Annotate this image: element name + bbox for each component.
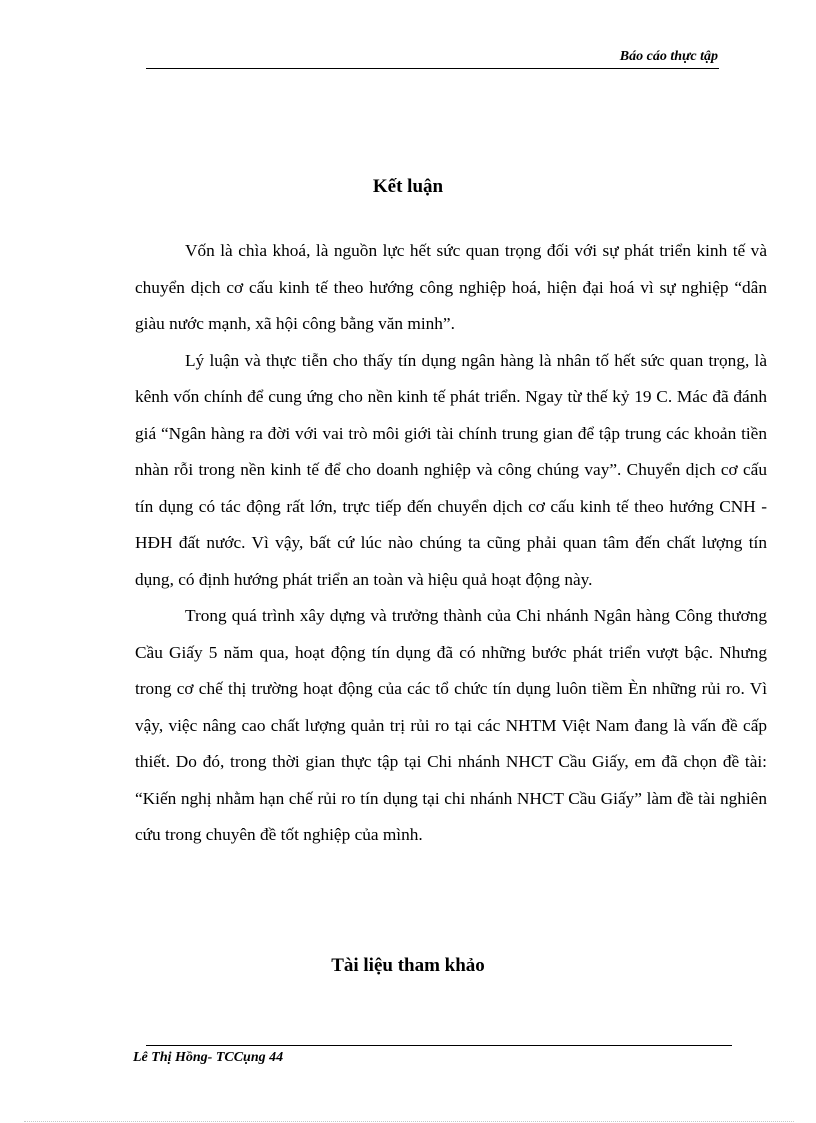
- references-title: Tài liệu tham khảo: [331, 955, 485, 976]
- footer-rule: [146, 1045, 732, 1046]
- body-text: [135, 233, 767, 854]
- paragraph: Lý luận và thực tiễn cho thấy tín dụng ngân hàng là nhân tố hết sức quan trọng, là kênh vốn chính để cung ứng cho nền kinh tế phát triển. Ngay từ thế kỷ 19 C. Mác đã đánh giá “Ngân hàng ra đời với vai trò môi giới tài chính trung gian để tập trung các khoản tiền nhàn rỗi trong nền kinh tế để cho doanh nghiệp và công chúng vay”. Chuyển dịch cơ cấu tín dụng có tác động rất lớn, trực tiếp đến chuyển dịch cơ cấu kinh tế theo hướng CNH - HĐH đất nước. Vì vậy, bất cứ lúc nào chúng ta cũng phải quan tâm đến chất lượng tín dụng, có định hướng phát triển an toàn và hiệu quả hoạt động này.: [135, 350, 767, 589]
- section-title: Kết luận: [372, 176, 444, 197]
- page-edge: [24, 1121, 794, 1122]
- paragraph: Trong quá trình xây dựng và trưởng thành của Chi nhánh Ngân hàng Công thương Cầu Giấy 5 năm qua, hoạt động tín dụng đã có những bước phát triển vượt bậc. Nhưng trong cơ chế thị trường hoạt động của các tổ chức tín dụng luôn tiềm Èn những rủi ro. Vì vậy, việc nâng cao chất lượng quản trị rủi ro tại các NHTM Việt Nam đang là vấn đề cấp thiết. Do đó, trong thời gian thực tập tại Chi nhánh NHCT Cầu Giấy, em đã chọn đề tài: “Kiến nghị nhằm hạn chế rủi ro tín dụng tại chi nhánh NHCT Cầu Giấy” làm đề tài nghiên cứu trong chuyên đề tốt nghiệp của mình.: [135, 606, 767, 844]
- paragraph: Vốn là chìa khoá, là nguồn lực hết sức quan trọng đối với sự phát triển kinh tế và chuyển dịch cơ cấu kinh tế theo hướng công nghiệp hoá, hiện đại hoá vì sự nghiệp “dân giàu nước mạnh, xã hội công bằng văn minh”.: [135, 241, 767, 333]
- header-rule: [146, 68, 719, 69]
- page-footer: Lê Thị Hồng- TCCụng 44: [133, 1050, 284, 1065]
- page-header: Báo cáo thực tập: [619, 49, 718, 64]
